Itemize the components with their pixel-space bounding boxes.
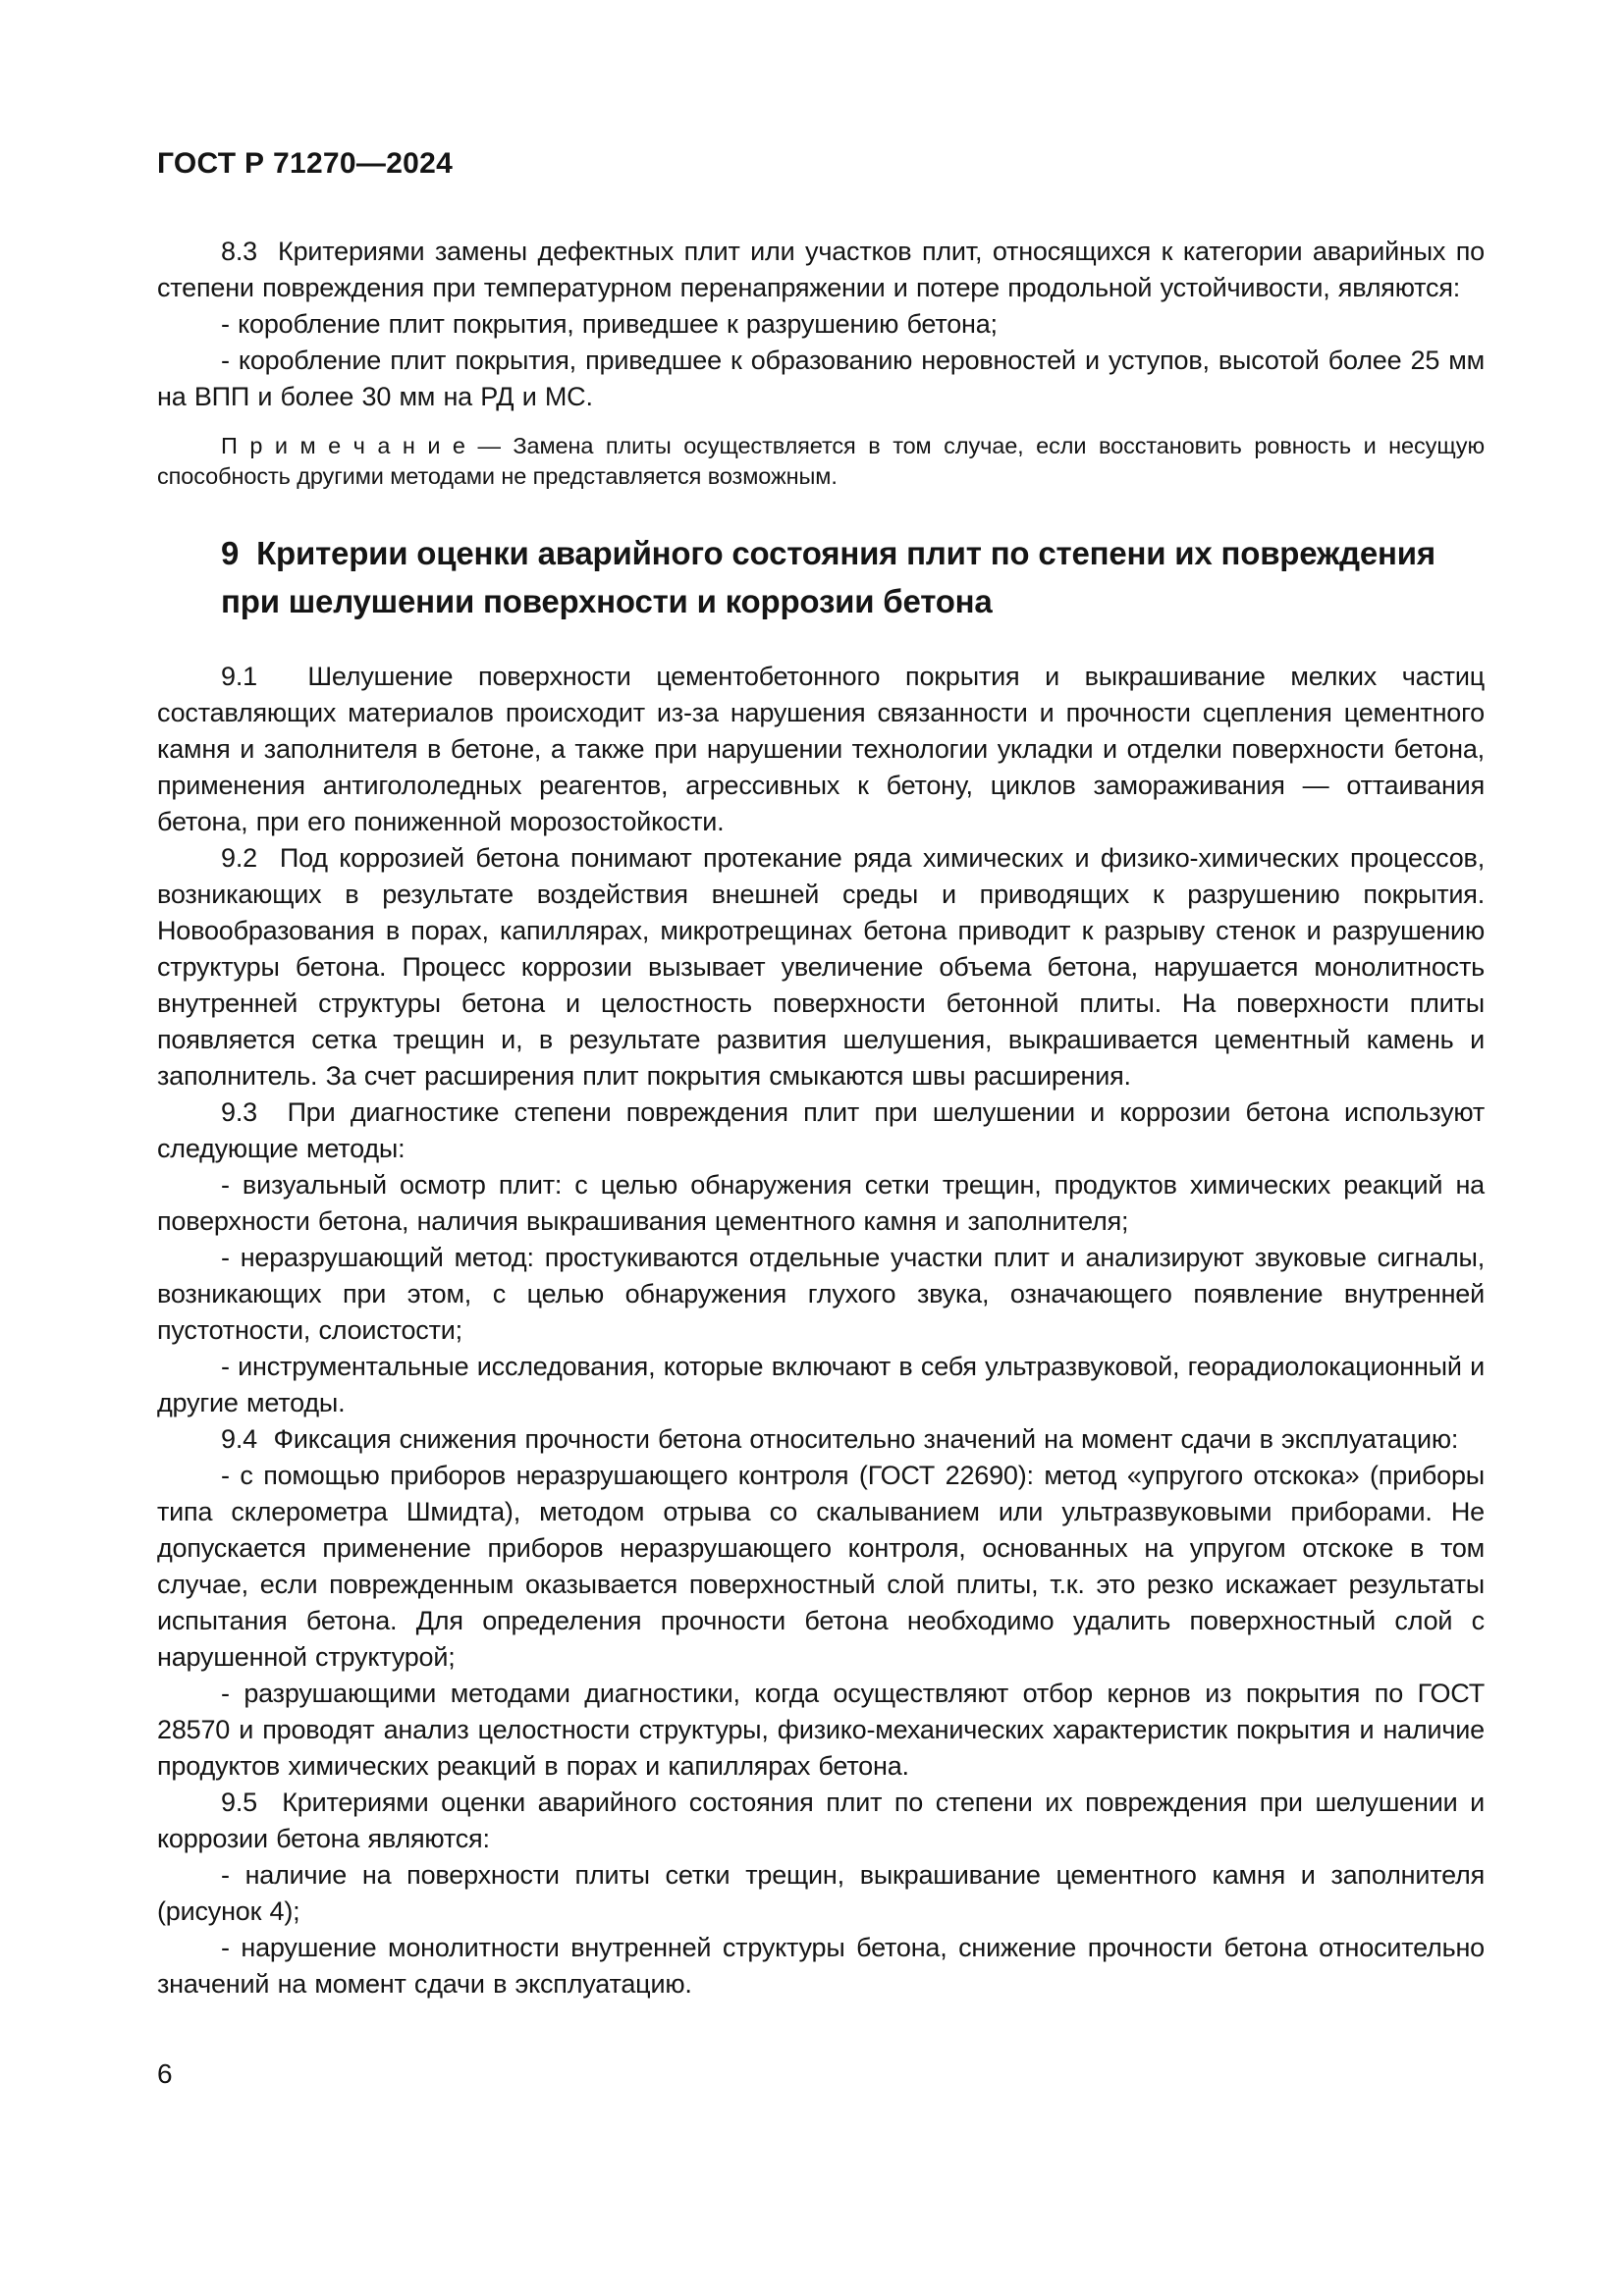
list-item-8-3-1: - коробление плит покрытия, приведшее к разрушению бетона; [221, 309, 998, 339]
paragraph-9-2: 9.2 Под коррозией бетона понимают протекание ряда химических и физико-химических процессов, возникающих в результате воздействия внешней среды и приводящих к разрушению покрытия. Новообразования в порах, капиллярах, микротрещинах бетона приводит к разрыву стенок и разрушению структуры бетона. Процесс коррозии вызывает увеличение объема бетона, нарушается монолитность внутренней структуры бетона и целостность поверхности бетонной плиты. На поверхности плиты появляется сетка трещин и, в результате развития шелушения, выкрашивается цементный камень и заполнитель. За счет расширения плит покрытия смыкаются швы расширения. [157, 843, 1485, 1091]
method-item-3: - инструментальные исследования, которые включают в себя ультразвуковой, георадиолокационный и другие методы. [157, 1352, 1485, 1417]
page-number: 6 [157, 2058, 173, 2089]
doc-code-header: ГОСТ Р 71270—2024 [157, 147, 454, 180]
paragraph-9-4: 9.4 Фиксация снижения прочности бетона относительно значений на момент сдачи в эксплуатацию: [221, 1424, 1459, 1454]
method-item-2: - неразрушающий метод: простукиваются отдельные участки плит и анализируют звуковые сигналы, возникающих при этом, с целью обнаружения глухого звука, означающего появление внутренней пустотности, слоистости; [157, 1243, 1485, 1345]
note-8-3: П р и м е ч а н и е — Замена плиты осуществляется в том случае, если восстановить ровность и несущую способность другими методами не представляется возможным. [157, 433, 1485, 489]
doc-body [157, 234, 1485, 2002]
list-item-8-3-2: - коробление плит покрытия, приведшее к образованию неровностей и уступов, высотой более 25 мм на ВПП и более 30 мм на РД и МС. [157, 346, 1485, 411]
fixation-item-2: - разрушающими методами диагностики, когда осуществляют отбор кернов из покрытия по ГОСТ 28570 и проводят анализ целостности структуры, физико-механических характеристик покрытия и наличие продуктов химических реакций в порах и капиллярах бетона. [157, 1679, 1485, 1781]
paragraph-9-1: 9.1 Шелушение поверхности цементобетонного покрытия и выкрашивание мелких частиц составляющих материалов происходит из-за нарушения связанности и прочности сцепления цементного камня и заполнителя в бетоне, а также при нарушении технологии укладки и отделки поверхности бетона, применения антигололедных реагентов, агрессивных к бетону, циклов замораживания — оттаивания бетона, при его пониженной морозостойкости. [157, 662, 1485, 836]
paragraph-8-3: 8.3 Критериями замены дефектных плит или участков плит, относящихся к категории аварийных по степени повреждения при температурном перенапряжении и потере продольной устойчивости, являются: [157, 237, 1485, 302]
criteria-item-1: - наличие на поверхности плиты сетки трещин, выкрашивание цементного камня и заполнителя (рисунок 4); [157, 1860, 1485, 1926]
criteria-item-2: - нарушение монолитности внутренней структуры бетона, снижение прочности бетона относительно значений на момент сдачи в эксплуатацию. [157, 1933, 1485, 1999]
paragraph-9-3: 9.3 При диагностике степени повреждения плит при шелушении и коррозии бетона используют следующие методы: [157, 1097, 1485, 1163]
section-9-heading: 9 Критерии оценки аварийного состояния плит по степени их повреждения при шелушении поверхности и коррозии бетона [221, 535, 1435, 619]
paragraph-9-5: 9.5 Критериями оценки аварийного состояния плит по степени их повреждения при шелушении и коррозии бетона являются: [157, 1788, 1485, 1853]
method-item-1: - визуальный осмотр плит: с целью обнаружения сетки трещин, продуктов химических реакций на поверхности бетона, наличия выкрашивания цементного камня и заполнителя; [157, 1170, 1485, 1236]
fixation-item-1: - с помощью приборов неразрушающего контроля (ГОСТ 22690): метод «упругого отскока» (приборы типа склерометра Шмидта), методом отрыва со скалыванием или ультразвуковыми приборами. Не допускается применение приборов неразрушающего контроля, основанных на упругом отскоке в том случае, если поврежденным оказывается поверхностный слой плиты, т.к. это резко искажает результаты испытания бетона. Для определения прочности бетона необходимо удалить поверхностный слой с нарушенной структурой; [157, 1461, 1485, 1672]
